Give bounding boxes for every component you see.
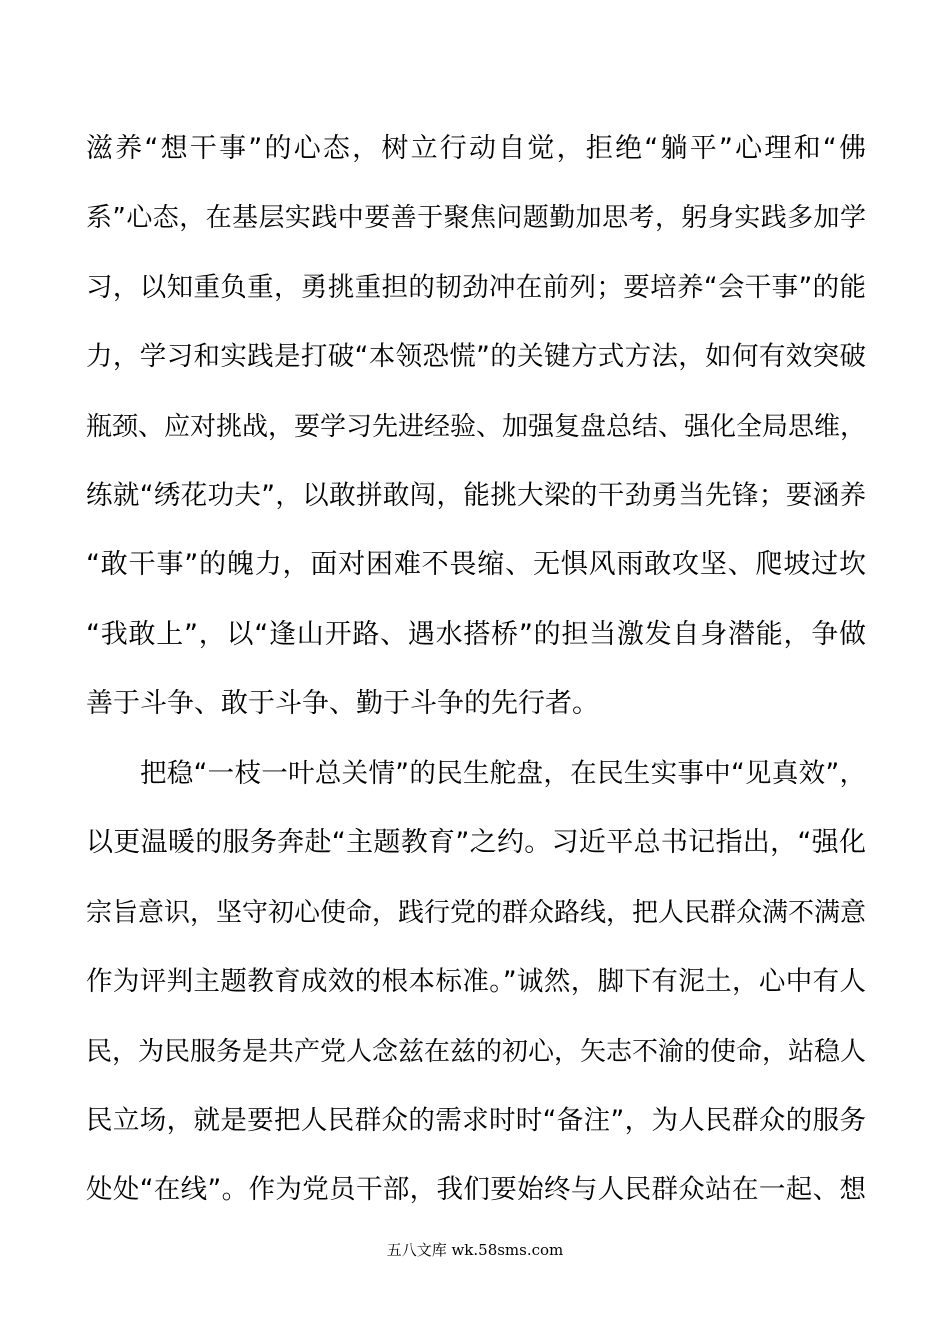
paragraph-1-line-1: 滋养“想干事”的心态，树立行动自觉，拒绝“躺平”心理和“佛	[86, 133, 866, 164]
paragraph-2-line-7: 处处“在线”。作为党员干部，我们要始终与人民群众站在一起、想	[86, 1174, 866, 1205]
paragraph-1-line-4: 力，学习和实践是打破“本领恐慌”的关键方式方法，如何有效突破	[86, 341, 866, 372]
paragraph-1-line-2: 系”心态，在基层实践中要善于聚焦问题勤加思考，躬身实践多加学	[86, 203, 866, 233]
paragraph-2-line-4: 作为评判主题教育成效的根本标准。”诚然，脚下有泥土，心中有人	[86, 966, 866, 997]
paragraph-1-line-7: “敢干事”的魄力，面对困难不畏缩、无惧风雨敢攻坚、爬坡过坎	[86, 549, 866, 580]
page-footer: 五八文库 wk.58sms.com	[386, 1241, 564, 1259]
paragraph-2-line-6: 民立场，就是要把人民群众的需求时时“备注”，为人民群众的服务	[86, 1105, 866, 1136]
paragraph-2-line-1: 把稳“一枝一叶总关情”的民生舵盘，在民生实事中“见真效”，	[140, 758, 866, 789]
paragraph-1-line-6: 练就“绣花功夫”，以敢拼敢闯，能挑大梁的干劲勇当先锋；要涵养	[86, 480, 866, 511]
paragraph-2-line-3: 宗旨意识，坚守初心使命，践行党的群众路线，把人民群众满不满意	[86, 898, 867, 928]
paragraph-2-line-2: 以更温暖的服务奔赴“主题教育”之约。习近平总书记指出，“强化	[86, 827, 866, 858]
paragraph-1-line-8: “我敢上”，以“逢山开路、遇水搭桥”的担当激发自身潜能，争做	[86, 619, 866, 650]
paragraph-1-line-5: 瓶颈、应对挑战，要学习先进经验、加强复盘总结、强化全局思维，	[86, 412, 867, 442]
paragraph-2-line-5: 民，为民服务是共产党人念兹在兹的初心，矢志不渝的使命，站稳人	[86, 1037, 867, 1067]
paragraph-1-line-3: 习，以知重负重，勇挑重担的韧劲冲在前列；要培养“会干事”的能	[86, 272, 866, 303]
paragraph-1-line-9: 善于斗争、敢于斗争、勤于斗争的先行者。	[86, 688, 599, 719]
